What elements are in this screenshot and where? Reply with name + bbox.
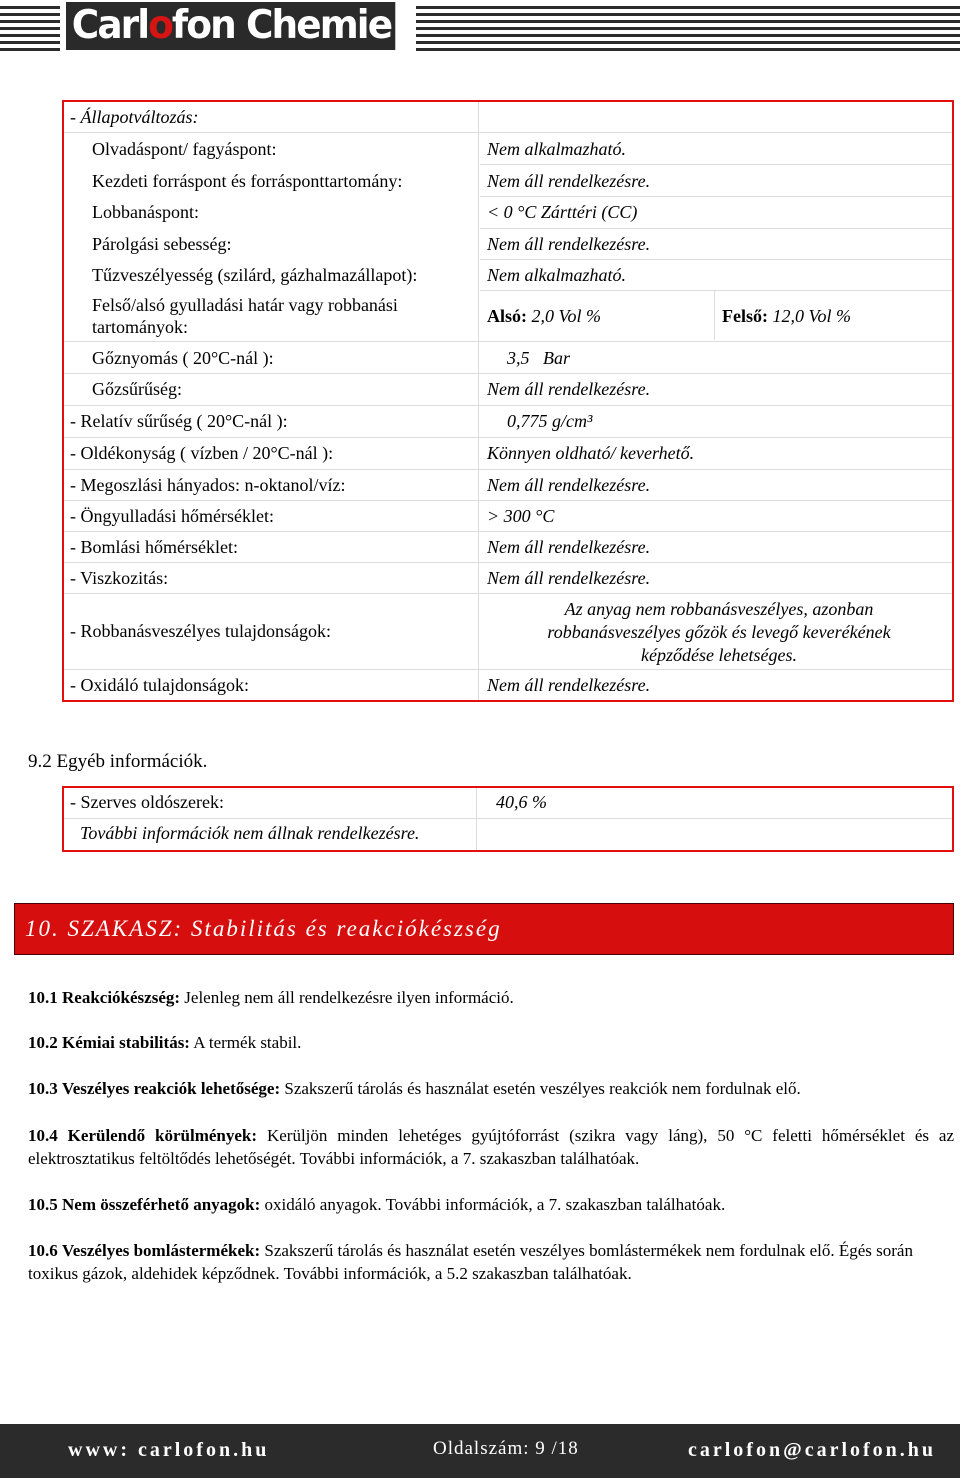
viscosity-label: - Viszkozitás: — [70, 568, 169, 588]
oxidising-value: Nem áll rendelkezésre. — [487, 675, 651, 695]
footer-page-number: Oldalszám: 9 /18 — [433, 1438, 579, 1459]
upper-limit: Felső: 12,0 Vol % — [722, 306, 851, 326]
footer-email[interactable]: carlofon@carlofon.hu — [688, 1439, 937, 1461]
company-logo: Carlofon Chemie — [60, 0, 416, 52]
partition-coefficient-label: - Megoszlási hányados: n-oktanol/víz: — [70, 475, 346, 495]
relative-density-value: 0,775 g/cm³ — [507, 411, 593, 431]
melting-point-label: Olvadáspont/ fagyáspont: — [92, 139, 277, 159]
partition-coefficient-value: Nem áll rendelkezésre. — [487, 475, 651, 495]
section-10-3: 10.3 Veszélyes reakciók lehetősége: Szakszerű tárolás és használat esetén veszélyes reakciók nem fordulnak elő. — [28, 1079, 801, 1098]
vapour-pressure-label: Gőznyomás ( 20°C-nál ): — [92, 348, 274, 368]
vapour-density-label: Gőzsűrűség: — [92, 379, 182, 399]
viscosity-value: Nem áll rendelkezésre. — [487, 568, 651, 588]
flash-point-label: Lobbanáspont: — [92, 202, 199, 222]
decomposition-temp-value: Nem áll rendelkezésre. — [487, 537, 651, 557]
section-10-6: 10.6 Veszélyes bomlástermékek: Szakszerű tárolás és használat esetén veszélyes bomlástermékek nem fordulnak elő. Égés során toxikus gázok, aldehidek képződnek. További információk, a 5.2 szakaszban találhatóak. — [28, 1241, 913, 1283]
autoignition-value: > 300 °C — [487, 506, 555, 526]
section-10-header: 10. SZAKASZ: Stabilitás és reakciókészség — [14, 903, 954, 955]
explosion-limits-label-2: tartományok: — [92, 317, 188, 337]
evaporation-rate-label: Párolgási sebesség: — [92, 234, 232, 254]
autoignition-label: - Öngyulladási hőmérséklet: — [70, 506, 274, 526]
boiling-point-value: Nem áll rendelkezésre. — [487, 171, 651, 191]
vapour-density-value: Nem áll rendelkezésre. — [487, 379, 651, 399]
flammability-value: Nem alkalmazható. — [487, 265, 626, 285]
other-info-note: További információk nem állnak rendelkezésre. — [80, 823, 420, 843]
flash-point-value: < 0 °C Zárttéri (CC) — [487, 202, 638, 222]
footer-website[interactable]: www: carlofon.hu — [68, 1439, 270, 1461]
boiling-point-label: Kezdeti forráspont és forrásponttartomány: — [92, 171, 403, 191]
evaporation-rate-value: Nem áll rendelkezésre. — [487, 234, 651, 254]
flammability-label: Tűzveszélyesség (szilárd, gázhalmazállapot): — [92, 265, 418, 285]
relative-density-label: - Relatív sűrűség ( 20°C-nál ): — [70, 411, 288, 431]
section-10-4: 10.4 Kerülendő körülmények: Kerüljön minden lehetéges gyújtóforrást (szikra vagy láng), 50 °C feletti hőmérséklet és az elektrosztatikus feltöltődés lehetőségét. További információk, a 7. szakaszban találhatóak. — [28, 1126, 955, 1168]
state-change-label: - Állapotváltozás: — [70, 107, 199, 127]
lower-limit: Alsó: 2,0 Vol % — [487, 306, 601, 326]
footer — [0, 1424, 960, 1478]
explosion-limits-label: Felső/alsó gyulladási határ vagy robbanási — [92, 295, 398, 315]
solubility-label: - Oldékonyság ( vízben / 20°C-nál ): — [70, 443, 334, 463]
decomposition-temp-label: - Bomlási hőmérséklet: — [70, 537, 238, 557]
oxidising-label: - Oxidáló tulajdonságok: — [70, 675, 249, 695]
organic-solvents-label: - Szerves oldószerek: — [70, 792, 224, 812]
other-info-heading: 9.2 Egyéb információk. — [28, 751, 208, 772]
explosive-properties-value: Az anyag nem robbanásveszélyes, azonban robbanásveszélyes gőzök és levegő keverékének képződése lehetséges. — [547, 599, 891, 665]
section-10-5: 10.5 Nem összeférhető anyagok: oxidáló anyagok. További információk, a 7. szakaszban találhatóak. — [28, 1195, 726, 1214]
section-10-2: 10.2 Kémiai stabilitás: A termék stabil. — [28, 1033, 302, 1052]
organic-solvents-value: 40,6 % — [496, 792, 547, 812]
melting-point-value: Nem alkalmazható. — [487, 139, 626, 159]
explosive-properties-label: - Robbanásveszélyes tulajdonságok: — [70, 621, 331, 641]
section-10-1: 10.1 Reakciókészség: Jelenleg nem áll rendelkezésre ilyen információ. — [28, 988, 514, 1007]
solubility-value: Könnyen oldható/ keverhető. — [487, 443, 695, 463]
vapour-pressure-value: 3,5 Bar — [507, 348, 570, 368]
